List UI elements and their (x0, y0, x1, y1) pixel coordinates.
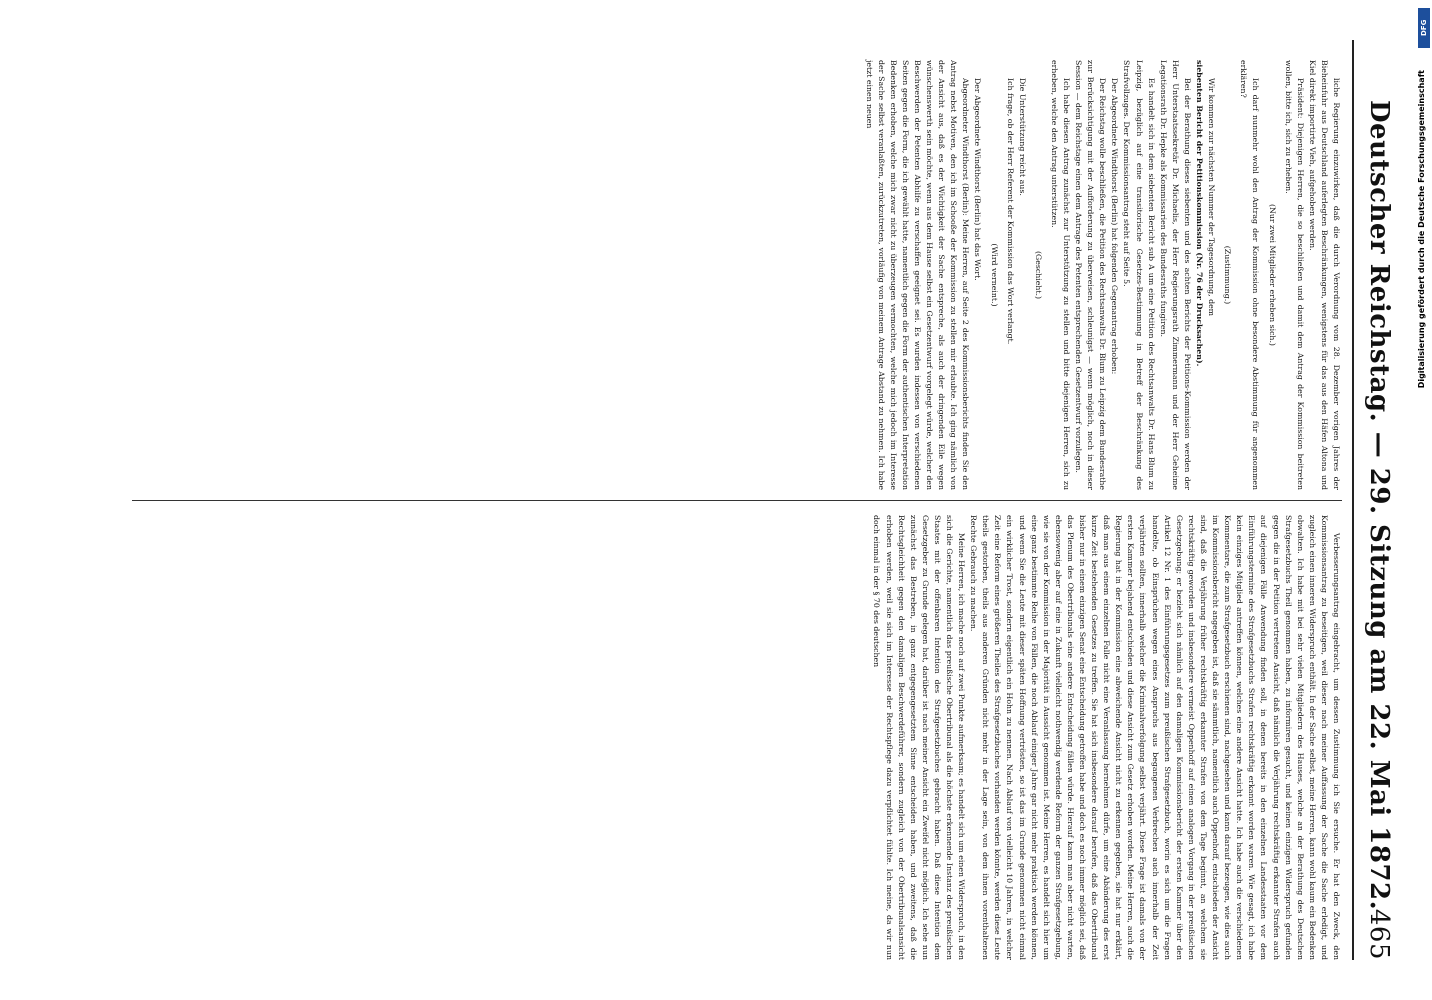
paragraph: Verbesserungsantrag eingebracht, um dessen Zustimmung ich Sie ersuche. Er hat den Zweck, den Kommissionsantrag zu beseitigen, weil dieser nach meiner Auffassung der Sache die Sache erledigt, und zugleich einen inneren Widerspruch enthält. In der Sache selbst, meine Herren, kann wohl kaum ein Bedenken obwalten. Ich habe mit bei sehr vielen Mitgliedern des Hauses, welche an der Berathung des Deutschen Strafgesetzbuchs Theil genommen haben, zu informiren gesucht, und keinen einzigen Widerspruch gefunden gegen die in der Petition vertretene Ansicht, daß nämlich die Verjährung rechtskräftig erkannter Strafen auch auf diejenigen Fälle Anwendung finden soll, in denen bereits in den einzelnen Landesstaaten vor dem Einführungstermine des Strafgesetzbuchs Strafen rechtskräftig erkannt worden waren. Wie gesagt, ich habe kein einziges Mitglied antreffen können, welches eine andere Ansicht hatte. Ich habe auch die verschiedenen Kommentare, die zum Strafgesetzbuch erschienen sind, nachgesehen und kann darauf bezeugen, wie dies auch im Kommissionsbericht angegeben ist, daß sie sämmtlich, namentlich auch Oppenhoff, entschieden der Ansicht sind, daß die Verjährung früher rechtskräftig erkannter Strafen von dem Tage beginnt, an welchem sie rechtskräftig geworden und insbesondere vermeist Oppenhoff auf einen analogen Vorgang in der preußischen Gesetzgebung; er bezieht sich nämlich auf den damaligen Kommissionsbericht der ersten Kammer über den Artikel 12 Nr. 1 des Einführungsgesetzes zum preußischen Strafgesetzbuch, worin es sich um die Fragen handelte, ob Einsprüchen wegen eines Anspruchs aus begangenen Verbrechen auch innerhalb der Zeit verjährten sollten, innerhalb welcher die Kriminalverfolgung selbst verjährt. Diese Frage ist damals von der ersten Kammer bejahend entschieden und diese Ansicht zum Gesetz erhoben worden. Meine Herren, auch die Regierung hat in der Kommission eine abweichende Ansicht nicht zu erkennen gegeben, sie hat nur erklärt, daß man aus einem einzelnen Falle nicht eine Veranlassung hernehmen dürfe, um eine Abänderung des erst kurze Zeit bestehenden Gesetzes zu treffen. Sie hat sich insbesondere darauf berufen, daß das Obertribunal bisher nur in einem einzigen Senat eine Entscheidung getroffen habe und doch es noch immer möglich sei, daß das Plenum des Obertribunals eine andere Entscheidung fällen würde. Hierauf kann man aber nicht warten, ebensowenig aber auf eine in Zukunft vielleicht nothwendig werdende Reform der ganzen Strafgesetzgebung, wie sie von der Kommission in der Majorität in Aussicht genommen ist. Meine Herren, es handelt sich hier um eine ganz bestimmte Reihe von Fällen, die noch Ablauf einiger Jahre gar nicht mehr praktisch werden können, und wenn Sie die Leute mit dieser späten Hoffnung vertrösten, so ist das im Grunde genommen nicht einmal ein wirklicher Trost, sondern eigentlich ein Hohn zu nennen. Nach Ablauf von vielleicht 10 Jahren, in welcher Zeit eine Reform eines größeren Theiles des Strafgesetzbuches vorhanden werden könnte, werden diese Leute theils gestorben, theils aus anderen Gründen nicht mehr in der Lage sein, von dem ihnen vorenthaltenen Rechte Gebrauch zu machen. (969, 515, 1341, 960)
paragraph: Bei der Berathung dieses siebenten und des achten Berichts der Petitions-Kommission werden der Herr Unterstaatssekretär Dr. Michaelis, der Herr Regierungsrath Zimmermann und der Herr Geheime Legationsrath Dr. Hepke als Kommissarien des Bundesraths fungiren. (1158, 60, 1192, 490)
paragraph: liche Regierung einzuwirken, daß die durch Verordnung vom 28. Dezember vorigen Jahres der Bieheinfuhr aus Deutschland auferlegten Beschränkungen, wenigstens für das aus den Häfen Altona und Kiel direkt importirte Vieh, aufgehoben werden. (1307, 60, 1341, 490)
page-header (1358, 40, 1398, 960)
digitization-sidebar (1416, 0, 1432, 1000)
stage-direction: (Wird verneint.) (989, 243, 999, 307)
paragraph: Der Abgeordnete Windthorst (Berlin) hat folgenden Gegenantrag erhoben: (1110, 78, 1120, 375)
section-heading: siebenten Bericht der Petitionskommission (Nr. 76 der Drucksachen). (1195, 60, 1205, 367)
paragraph: Die Unterstützung reicht aus. (1017, 78, 1027, 196)
right-column (42, 515, 1342, 960)
paragraph: Es handelt sich in dem siebenten Bericht sub A um eine Petition des Rechtsanwalts Dr. Hans Blum zu Leipzig, bezüglich auf eine transitorische Gesetzes-Bestimmung in Betreff der Beschränkung des Strafvollzuges. Der Kommissionsantrag steht auf Seite 5. (1122, 60, 1156, 490)
paragraph: Wir kommen zur nächsten Nummer der Tagesordnung, dem (1207, 78, 1217, 317)
stage-direction: (Geschieht.) (1033, 250, 1043, 300)
stage-direction: (Nur zwei Mitglieder erheben sich.) (1267, 204, 1277, 346)
header-rule (1352, 40, 1354, 960)
stage-direction: (Zustimmung.) (1223, 245, 1233, 305)
page-number: 465 (1364, 908, 1394, 960)
paragraph: Präsident: Diejenigen Herren, die so beschließen und damit dem Antrag der Kommission beitreten wollen, bitte ich, sich zu erheben. (1283, 60, 1305, 490)
paragraph: Der Reichstag wolle beschließen, die Petition des Rechtsanwalts Dr. Blum zu Leipzig dem Bundesrathe zur Berücksichtigung mit der Aufforderung zu überweisen, schleunigst — wenn möglich, noch in dieser Session — dem Reichstage einen dem Antrage des Petenten entsprechenden Gesetzentwurf vorzulegen. (1074, 60, 1108, 490)
paragraph: Meine Herren, ich mache noch auf zwei Punkte aufmerksam; es handelt sich um einen Widerspruch, in den sich die Gerichte, namentlich das preußische Obertribunal als die höchste erkennende Instanz des preußischen Staates mit der offenbaren Intention des Strafgesetzbuches gebracht haben. Daß diese Intention dem Gesetzgeber zu Grunde gelegen hat, darüber ist nach meiner Ansicht ein Zweifel nicht möglich. Ich sehe nun zunächst das Bestreben, in ganz entgegengesetztem Sinne entscheiden haben, und zweitens, daß die Rechtsgleichheit gegen den damaligen Beschwerdeführer, sondern zugleich von der Obertribunalsansicht erhoben werden, weil sie sich im Interesse der Rechtspflege dazu verpflichtet fühlte. Ich meine, da wir nun doch einmal in der § 70 des deutschen (872, 515, 967, 960)
document-page (16, 0, 1416, 990)
paragraph: Ich frage, ob der Herr Referent der Kommission das Wort verlangt. (1005, 78, 1015, 345)
digitization-credit: Digitalisierung gefördert durch die Deutsche Forschungsgemeinschaft (1417, 70, 1426, 389)
dfg-logo: DFG (1418, 8, 1430, 48)
paragraph: Ich darf nunmehr wohl den Antrag der Kommission ohne besondere Abstimmung für angenommen erklären? (1239, 60, 1261, 490)
page-title: Deutscher Reichstag. — 29. Sitzung am 22. Mai 1872. (1364, 100, 1394, 911)
left-column (42, 60, 1342, 490)
column-divider (132, 500, 1342, 501)
paragraph: Abgeordneter Windthorst (Berlin): Meine Herren, auf Seite 2 des Kommissionsberichts finden Sie den Antrag nebst Motiven, den ich im Schooße der Kommission zu stellen mir erlaubte. Ich ging nämlich von der Ansicht aus, daß es der Wichtigkeit der Sache entspreche, als auch der dringenden Eile wegen wünschenswerth sein möchte, wenn aus dem Hause selbst ein Gesetzentwurf vorgelegt würde, welcher den Beschwerden der Petenten Abhilfe zu verschaffen geeignet sei. Es wurden indessen von verschiedenen Seiten gegen die Form, die ich gewählt hatte, namentlich gegen die Form der authentischen Interpretation Bedenken erhoben, welche mich zwar nicht zu überzeugen vermochten, welche mich jedoch im Interesse der Sache selbst veranlaßten, zurückzutreten, vorläufig von meinem Antrage Abstand zu nehmen. Ich habe jetzt einen neuen (864, 60, 971, 490)
paragraph: Ich habe diesen Antrag zunächst zur Unterstützung zu stellen und bitte diejenigen Herren, sich zu erheben, welche den Antrag unterstützen. (1049, 60, 1072, 490)
paragraph: Der Abgeordnete Windthorst (Berlin) hat das Wort. (973, 78, 983, 281)
